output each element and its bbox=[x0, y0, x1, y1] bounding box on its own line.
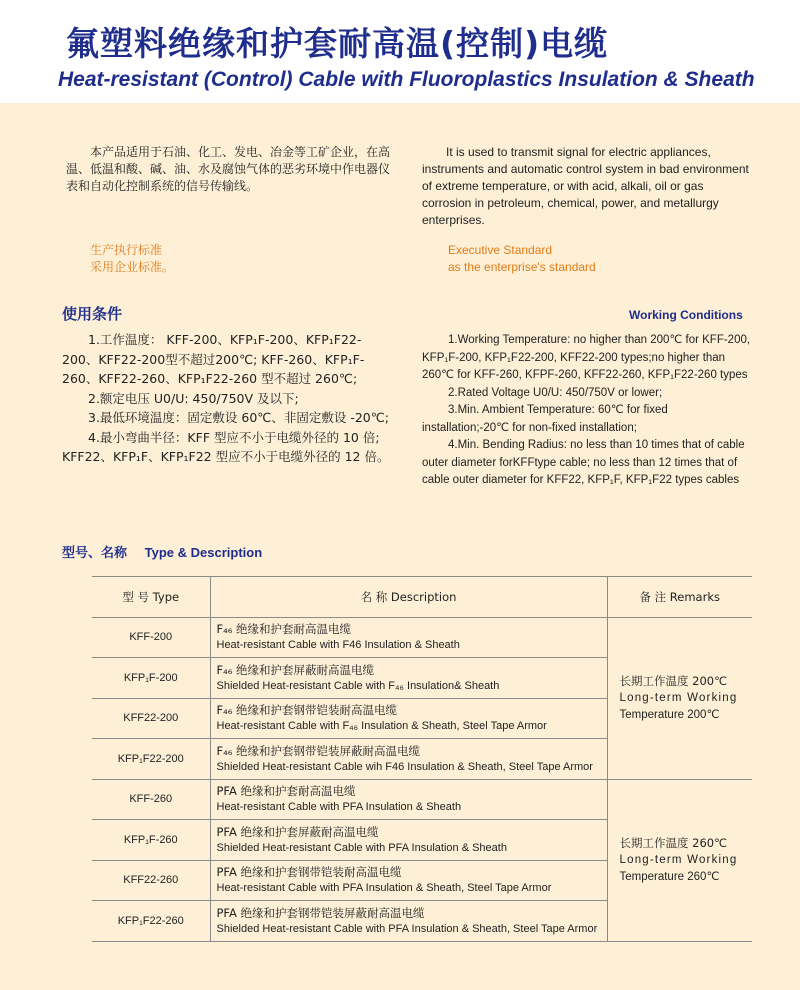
condition-item: 4.最小弯曲半径：KFF 型应不小于电缆外径的 10 倍; KFF22、KFP₁F、KFP₁F22 型应不小于电缆外径的 12 倍。 bbox=[62, 429, 390, 464]
cell-description bbox=[210, 698, 607, 739]
description-cn: F₄₆ 绝缘和护套屏蔽耐高温电缆 bbox=[216, 662, 374, 677]
description-en: Shielded Heat-resistant Cable with PFA Insulation & Sheath, Steel Tape Armor bbox=[216, 922, 598, 935]
header-description: 名 称 Description bbox=[210, 577, 607, 618]
title-en: Heat-resistant (Control) Cable with Fluoroplastics Insulation & Sheath bbox=[58, 68, 755, 91]
cell-type: KFF-200 bbox=[92, 617, 210, 658]
remark-cn: 长期工作温度 260℃ bbox=[619, 835, 728, 850]
description-en: Shielded Heat-resistant Cable with PFA Insulation & Sheath bbox=[216, 841, 507, 854]
description-en: Shielded Heat-resistant Cable with F₄₆ Insulation& Sheath bbox=[216, 679, 500, 692]
type-table bbox=[92, 576, 752, 942]
remark-cn: 长期工作温度 200℃ bbox=[619, 673, 728, 688]
conditions-title-cn: 使用条件 bbox=[62, 305, 123, 323]
description-cn: PFA 绝缘和护套耐高温电缆 bbox=[216, 784, 356, 799]
table-header bbox=[92, 577, 752, 618]
standard-en bbox=[448, 242, 596, 276]
cell-description bbox=[210, 860, 607, 901]
cell-remarks bbox=[607, 617, 752, 779]
remark-en: Temperature 200℃ bbox=[619, 708, 720, 721]
description-cn: PFA 绝缘和护套钢带铠装屏蔽耐高温电缆 bbox=[216, 905, 425, 920]
table-row bbox=[92, 617, 752, 658]
header-remarks: 备 注 Remarks bbox=[607, 577, 752, 618]
standard-cn bbox=[90, 242, 174, 276]
description-cn: F₄₆ 绝缘和护套钢带铠装耐高温电缆 bbox=[216, 703, 397, 718]
description-cn: F₄₆ 绝缘和护套钢带铠装屏蔽耐高温电缆 bbox=[216, 743, 420, 758]
cell-description bbox=[210, 617, 607, 658]
type-section-title bbox=[62, 542, 262, 561]
type-title-en: Type & Description bbox=[144, 545, 263, 560]
cell-description bbox=[210, 658, 607, 699]
table-row bbox=[92, 779, 752, 820]
standard-en-line: Executive Standard bbox=[448, 243, 553, 257]
conditions-cn bbox=[62, 330, 394, 467]
cell-type: KFP₁F22-260 bbox=[92, 901, 210, 942]
remark-en: Temperature 260℃ bbox=[619, 870, 720, 883]
intro-en: It is used to transmit signal for electric appliances, instruments and automatic control system in bad environment of extreme temperature, or with acid, alkali, oil or gas corrosion in petroleum, chemical, power, and metallurgy enterprises. bbox=[422, 145, 749, 227]
header bbox=[0, 0, 800, 103]
cell-description bbox=[210, 779, 607, 820]
condition-item: 2.Rated Voltage U0/U: 450/750V or lower; bbox=[448, 386, 663, 399]
cell-description bbox=[210, 739, 607, 780]
title-cn: 氟塑料绝缘和护套耐高温(控制)电缆 bbox=[66, 24, 609, 63]
condition-item: 4.Min. Bending Radius: no less than 10 times that of cable outer diameter forKFFtype cable; no less than 12 times that of cable outer diameter for KFF22, KFP₁F, KFP₁F22 types cables bbox=[422, 439, 745, 486]
description-en: Heat-resistant Cable with PFA Insulation & Sheath bbox=[216, 801, 462, 814]
remark-en: Long-term Working bbox=[619, 853, 738, 866]
description-cn: PFA 绝缘和护套钢带铠装耐高温电缆 bbox=[216, 865, 402, 880]
condition-item: 3.Min. Ambient Temperature: 60℃ for fixed installation;-20℃ for non-fixed installation; bbox=[422, 404, 668, 434]
cell-type: KFF-260 bbox=[92, 779, 210, 820]
description-en: Heat-resistant Cable with F46 Insulation & Sheath bbox=[216, 639, 460, 652]
standard-en-line: as the enterprise's standard bbox=[448, 260, 596, 274]
remark-en: Long-term Working bbox=[619, 691, 738, 704]
cell-type: KFP₁F22-200 bbox=[92, 739, 210, 780]
cell-description bbox=[210, 820, 607, 861]
description-en: Heat-resistant Cable with PFA Insulation & Sheath, Steel Tape Armor bbox=[216, 882, 552, 895]
description-cn: PFA 绝缘和护套屏蔽耐高温电缆 bbox=[216, 824, 379, 839]
standard-cn-line: 生产执行标准 bbox=[90, 243, 163, 257]
standard-cn-line: 采用企业标准。 bbox=[90, 260, 175, 274]
conditions-title-en: Working Conditions bbox=[629, 308, 743, 322]
cell-description bbox=[210, 901, 607, 942]
condition-item: 1.工作温度： KFF-200、KFP₁F-200、KFP₁F22-200、KFF22-200型不超过200℃; KFF-260、KFP₁F-260、KFF22-260、KFP₁F22-260 型不超过 260℃; bbox=[62, 332, 365, 386]
header-type: 型 号 Type bbox=[92, 577, 210, 618]
condition-item: 3.最低环境温度：固定敷设 60℃、非固定敷设 -20℃; bbox=[88, 410, 389, 425]
type-title-cn: 型号、名称 bbox=[62, 546, 128, 561]
cell-type: KFF22-200 bbox=[92, 698, 210, 739]
description-en: Heat-resistant Cable with F₄₆ Insulation & Sheath, Steel Tape Armor bbox=[216, 720, 547, 733]
cell-remarks bbox=[607, 779, 752, 941]
cell-type: KFP₁F-200 bbox=[92, 658, 210, 699]
cell-type: KFF22-260 bbox=[92, 860, 210, 901]
description-en: Shielded Heat-resistant Cable wih F46 Insulation & Sheath, Steel Tape Armor bbox=[216, 760, 593, 773]
cell-type: KFP₁F-260 bbox=[92, 820, 210, 861]
condition-item: 1.Working Temperature: no higher than 200℃ for KFF-200, KFP₁F-200, KFP₁F22-200, KFF22-200 types;no higher than 260℃ for KFF-260, KFPF-260, KFF22-260, KFP₁F22-260 types bbox=[422, 334, 751, 381]
condition-item: 2.额定电压 U0/U: 450/750V 及以下; bbox=[88, 390, 299, 406]
intro-cn: 本产品适用于石油、化工、发电、冶金等工矿企业，在高温、低温和酸、碱、油、水及腐蚀气体的恶劣环境中作电器仪表和自动化控制系统的信号传输线。 bbox=[66, 145, 391, 193]
description-cn: F₄₆ 绝缘和护套耐高温电缆 bbox=[216, 622, 351, 637]
conditions-en bbox=[422, 332, 754, 490]
